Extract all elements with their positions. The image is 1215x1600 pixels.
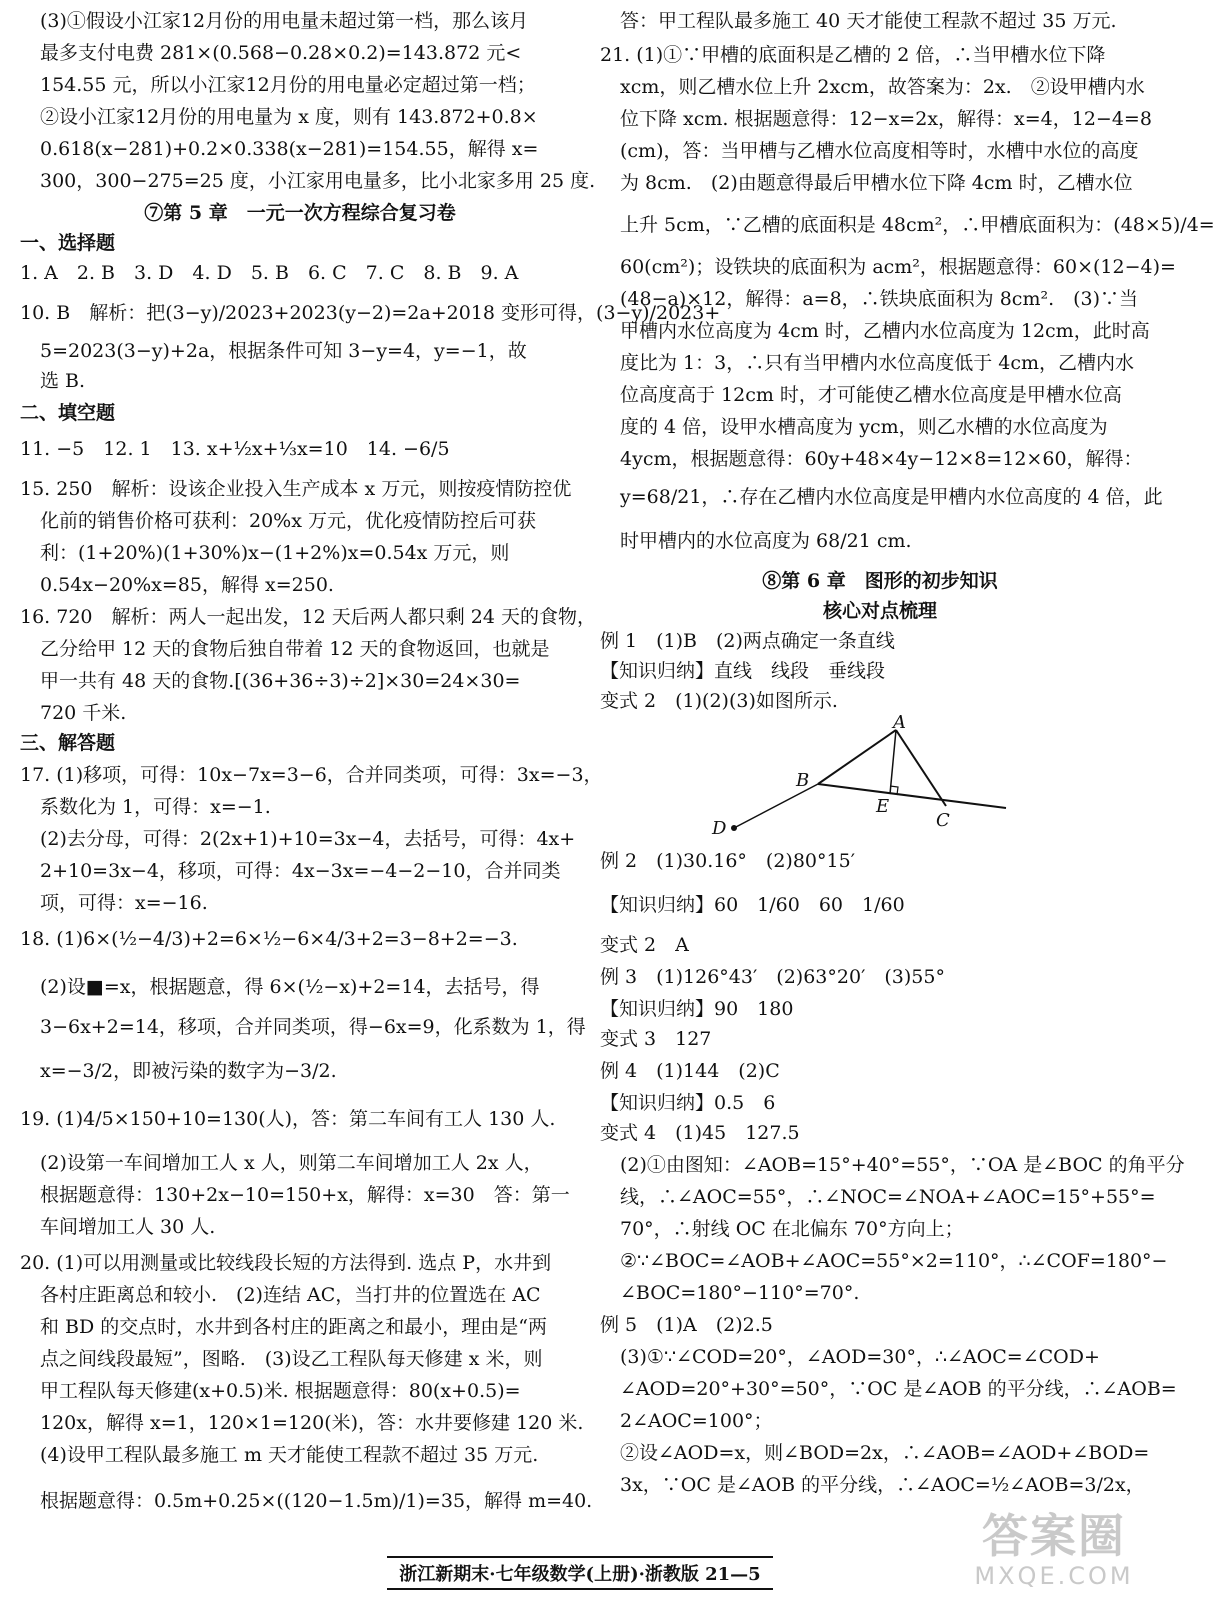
right-line: 答：甲工程队最多施工 40 天才能使工程款不超过 35 万元. <box>620 10 1117 32</box>
left-line: (2)设第一车间增加工人 x 人，则第二车间增加工人 2x 人， <box>40 1152 543 1174</box>
watermark-url: MXQE.COM <box>974 1562 1134 1590</box>
right-line: (3)①∵∠COD=20°，∠AOD=30°，∴∠AOC=∠COD+ <box>620 1346 1100 1368</box>
left-line: 根据题意得：0.5m+0.25×((120−1.5m)/1)=35，解得 m=40. <box>40 1490 593 1512</box>
left-line: 最多支付电费 281×(0.568−0.28×0.2)=143.872 元< <box>40 42 522 64</box>
label-D: D <box>712 818 727 839</box>
left-line: 15. 250 解析：设该企业投入生产成本 x 万元，则按疫情防控优 <box>20 478 572 500</box>
right-line: 3x，∵OC 是∠AOB 的平分线，∴∠AOC=½∠AOB=3/2x， <box>620 1474 1145 1496</box>
left-line: 300，300−275=25 度，小江家用电量多，比小北家多用 25 度. <box>40 170 596 192</box>
left-line: 20. (1)可以用测量或比较线段长短的方法得到. 选点 P，水井到 <box>20 1252 552 1274</box>
left-line: x=−3/2，即被污染的数字为−3/2. <box>40 1060 337 1082</box>
right-line: ②∵∠BOC=∠AOB+∠AOC=55°×2=110°，∴∠COF=180°− <box>620 1250 1168 1272</box>
left-line: 根据题意得：130+2x−10=150+x，解得：x=30 答：第一 <box>40 1184 570 1206</box>
left-line: 19. (1)4/5×150+10=130(人)，答：第二车间有工人 130 人. <box>20 1108 556 1130</box>
watermark <box>964 1510 1144 1596</box>
left-line: 乙分给甲 12 天的食物后独自带着 12 天的食物返回，也就是 <box>40 638 550 660</box>
left-line: 选 B. <box>40 370 86 392</box>
right-line: 度的 4 倍，设甲水槽高度为 ycm，则乙水槽的水位高度为 <box>620 416 1108 438</box>
left-line: 化前的销售价格可获利：20%x 万元，优化疫情防控后可获 <box>40 510 536 532</box>
left-line: 和 BD 的交点时，水井到各村庄的距离之和最小，理由是“两 <box>40 1316 547 1338</box>
right-line: (2)①由图知：∠AOB=15°+40°=55°，∵OA 是∠BOC 的角平分 <box>620 1154 1185 1176</box>
right-line: 变式 2 (1)(2)(3)如图所示. <box>600 690 838 712</box>
right-line: 例 4 (1)144 (2)C <box>600 1060 780 1082</box>
right-line: 例 5 (1)A (2)2.5 <box>600 1314 773 1336</box>
left-line: 各村庄距离总和较小. (2)连结 AC，当打井的位置选在 AC <box>40 1284 541 1306</box>
left-line: 甲工程队每天修建(x+0.5)米. 根据题意得：80(x+0.5)= <box>40 1380 521 1402</box>
right-line: 甲槽内水位高度为 4cm 时，乙槽内水位高度为 12cm，此时高 <box>620 320 1150 342</box>
right-line: y=68/21，∴存在乙槽内水位高度是甲槽内水位高度的 4 倍，此 <box>620 486 1163 508</box>
left-line: 项，可得：x=−16. <box>40 892 208 914</box>
left-line: (3)①假设小江家12月份的用电量未超过第一档，那么该月 <box>40 10 529 32</box>
left-line: 0.618(x−281)+0.2×0.338(x−281)=154.55，解得 x= <box>40 138 539 160</box>
right-line: 例 3 (1)126°43′ (2)63°20′ (3)55° <box>600 966 945 988</box>
left-line: 一、选择题 <box>20 232 116 254</box>
label-B: B <box>796 770 810 791</box>
left-line: 16. 720 解析：两人一起出发，12 天后两人都只剩 24 天的食物， <box>20 606 596 628</box>
right-line: 上升 5cm，∵乙槽的底面积是 48cm²，∴甲槽底面积为：(48×5)/4= <box>620 214 1215 236</box>
left-line: (2)去分母，可得：2(2x+1)+10=3x−4，去括号，可得：4x+ <box>40 828 576 850</box>
footer-text: 浙江新期末·七年级数学(上册)·浙教版 21—5 <box>387 1556 772 1590</box>
label-C: C <box>936 810 950 831</box>
right-line: ∠AOD=20°+30°=50°，∵OC 是∠AOB 的平分线，∴∠AOB= <box>620 1378 1177 1400</box>
left-line: 系数化为 1，可得：x=−1. <box>40 796 271 818</box>
right-line: ⑧第 6 章 图形的初步知识 <box>762 570 998 592</box>
right-line: 21. (1)①∵甲槽的底面积是乙槽的 2 倍，∴当甲槽水位下降 <box>600 44 1106 66</box>
left-line: 1. A 2. B 3. D 4. D 5. B 6. C 7. C 8. B 9. A <box>20 262 519 284</box>
left-line: 11. −5 12. 1 13. x+½x+⅓x=10 14. −6/5 <box>20 438 450 460</box>
right-line: 位下降 xcm. 根据题意得：12−x=2x，解得：x=4，12−4=8 <box>620 108 1152 130</box>
left-line: 甲一共有 48 天的食物.[(36+36÷3)÷2]×30=24×30= <box>40 670 521 692</box>
left-line: 17. (1)移项，可得：10x−7x=3−6，合并同类项，可得：3x=−3， <box>20 764 603 786</box>
left-line: 5=2023(3−y)+2a，根据条件可知 3−y=4，y=−1，故 <box>40 340 527 362</box>
left-line: 车间增加工人 30 人. <box>40 1216 216 1238</box>
left-line: (4)设甲工程队最多施工 m 天才能使工程款不超过 35 万元. <box>40 1444 539 1466</box>
label-E: E <box>876 796 890 817</box>
right-line: 变式 2 A <box>600 934 689 956</box>
left-line: 利：(1+20%)(1+30%)x−(1+2%)x=0.54x 万元，则 <box>40 542 510 564</box>
left-line: 18. (1)6×(½−4/3)+2=6×½−6×4/3+2=3−8+2=−3. <box>20 928 518 950</box>
right-line: ∠BOC=180°−110°=70°. <box>620 1282 860 1304</box>
right-line: 【知识归纳】60 1/60 60 1/60 <box>600 894 905 916</box>
right-line: 时甲槽内的水位高度为 68/21 cm. <box>620 530 912 552</box>
right-line: (cm)，答：当甲槽与乙槽水位高度相等时，水槽中水位的高度 <box>620 140 1139 162</box>
left-line: ⑦第 5 章 一元一次方程综合复习卷 <box>144 202 456 224</box>
right-line: 60(cm²)；设铁块的底面积为 acm²，根据题意得：60×(12−4)= <box>620 256 1176 278</box>
left-line: 3−6x+2=14，移项，合并同类项，得−6x=9，化系数为 1，得 <box>40 1016 586 1038</box>
right-line: 【知识归纳】0.5 6 <box>600 1092 776 1114</box>
right-line: 4ycm，根据题意得：60y+48×4y−12×8=12×60，解得： <box>620 448 1143 470</box>
right-line: 【知识归纳】90 180 <box>600 998 794 1020</box>
right-line: 例 2 (1)30.16° (2)80°15′ <box>600 850 856 872</box>
left-line: 2+10=3x−4，移项，可得：4x−3x=−4−2−10，合并同类 <box>40 860 561 882</box>
left-line: ②设小江家12月份的用电量为 x 度，则有 143.872+0.8× <box>40 106 538 128</box>
label-A: A <box>893 712 906 733</box>
right-line: 变式 3 127 <box>600 1028 712 1050</box>
right-line: (48−a)×12，解得：a=8，∴铁块底面积为 8cm². (3)∵当 <box>620 288 1139 310</box>
right-line: 【知识归纳】直线 线段 垂线段 <box>600 660 886 682</box>
left-line: 0.54x−20%x=85，解得 x=250. <box>40 574 334 596</box>
right-line: 变式 4 (1)45 127.5 <box>600 1122 800 1144</box>
right-line: 度比为 1：3，∴只有当甲槽内水位高度低于 4cm，乙槽内水 <box>620 352 1135 374</box>
right-line: 核心对点梳理 <box>822 600 937 622</box>
left-line: 720 千米. <box>40 702 127 724</box>
left-line: (2)设■=x，根据题意，得 6×(½−x)+2=14，去括号，得 <box>40 976 540 998</box>
right-line: 线，∴∠AOC=55°，∴∠NOC=∠NOA+∠AOC=15°+55°= <box>620 1186 1156 1208</box>
left-line: 120x，解得 x=1，120×1=120(米)，答：水井要修建 120 米. <box>40 1412 584 1434</box>
watermark-logo-text: 答案圈 <box>982 1509 1126 1563</box>
left-line: 三、解答题 <box>20 732 116 754</box>
right-line: ②设∠AOD=x，则∠BOD=2x，∴∠AOB=∠AOD+∠BOD= <box>620 1442 1150 1464</box>
geometry-figure <box>696 712 1026 842</box>
left-line: 154.55 元，所以小江家12月份的用电量必定超过第一档； <box>40 74 536 96</box>
left-line: 10. B 解析：把(3−y)/2023+2023(y−2)=2a+2018 变形可得，(3−y)/2023+ <box>20 302 721 324</box>
right-line: 2∠AOC=100°； <box>620 1410 773 1432</box>
right-line: 70°，∴射线 OC 在北偏东 70°方向上； <box>620 1218 964 1240</box>
right-line: 位高度高于 12cm 时，才可能使乙槽水位高度是甲槽水位高 <box>620 384 1122 406</box>
right-line: 为 8cm. (2)由题意得最后甲槽水位下降 4cm 时，乙槽水位 <box>620 172 1133 194</box>
left-line: 点之间线段最短”，图略. (3)设乙工程队每天修建 x 米，则 <box>40 1348 543 1370</box>
right-line: 例 1 (1)B (2)两点确定一条直线 <box>600 630 895 652</box>
left-line: 二、填空题 <box>20 402 116 424</box>
right-line: xcm，则乙槽水位上升 2xcm，故答案为：2x. ②设甲槽内水 <box>620 76 1145 98</box>
